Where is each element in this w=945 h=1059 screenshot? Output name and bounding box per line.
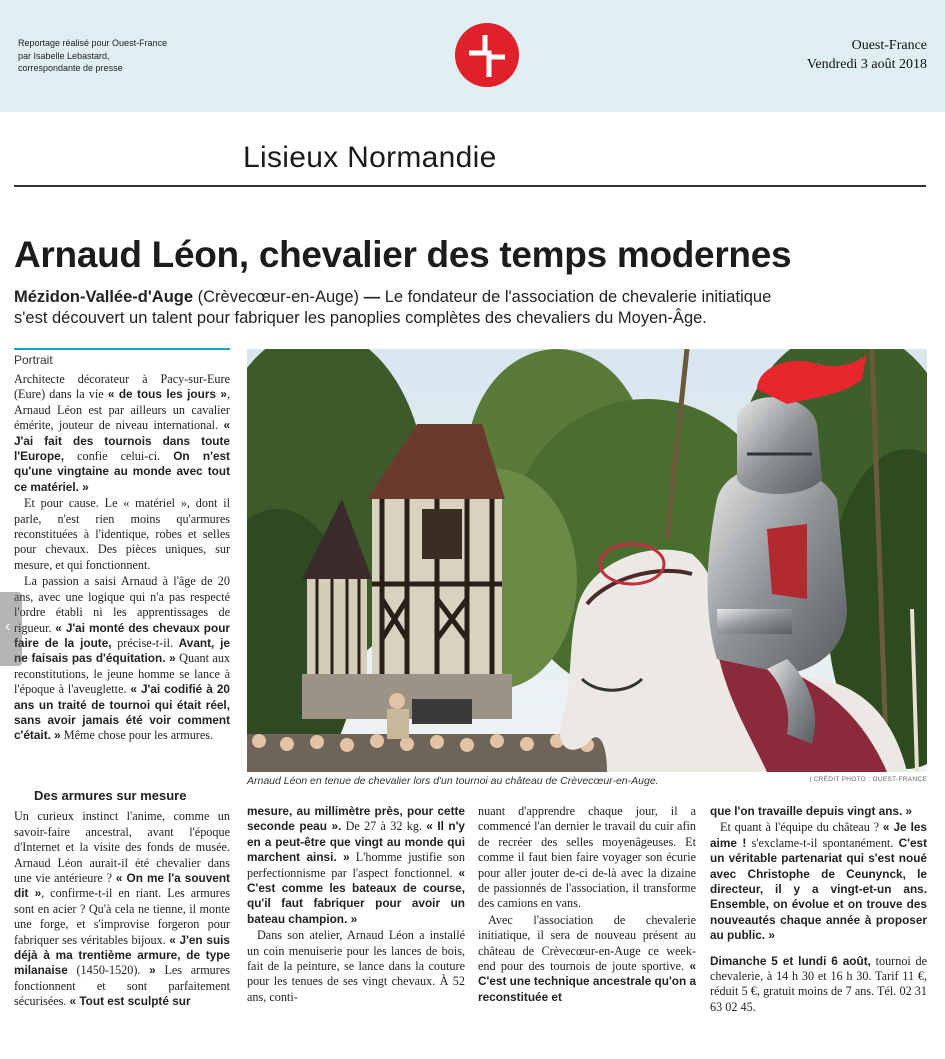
knight-photo-illustration	[247, 349, 927, 772]
publication-info	[807, 36, 927, 74]
dek-text: Le fondateur de l'association de chevalerie initiatique	[384, 288, 772, 306]
article-subhead: Des armures sur mesure	[34, 788, 187, 803]
article-column-2	[247, 804, 465, 1006]
paragraph: Un curieux instinct l'anime, comme un savoir-faire ancestral, avant l'époque d'Internet et la visite des fonds de musée. Arnaud Léon aurait-il été chevalier dans une vie antérieure ? « On me l'a souvent dit », confirme-t-il en riant. Les armures sont en acier ? Qu'à cela ne tienne, il monte une forge, et s'improvise forgeron pour fabriquer ses véritables bijoux. « J'en suis déjà à ma trentième armure, de type milanaise (1450-1520). » Les armures fonctionnent et sont parfaitement sécurisées. « Tout est sculpté sur	[14, 809, 230, 1009]
event-info: Dimanche 5 et lundi 6 août, tournoi de chevalerie, à 14 h 30 et 16 h 30. Tarif 11 €, réduit 5 €, gratuit moins de 7 ans. Tél. 02 31 63 02 45.	[710, 953, 927, 1014]
article-column-1	[14, 372, 230, 745]
dek-dash: —	[363, 288, 381, 306]
paragraph: que l'on travaille depuis vingt ans. »	[710, 804, 913, 818]
credit-line: correspondante de presse	[18, 63, 123, 73]
column-label: Portrait	[14, 348, 230, 367]
article-column-3	[478, 804, 696, 1006]
dek-place: Mézidon-Vallée-d'Auge	[14, 288, 194, 306]
paragraph: Architecte décorateur à Pacy-sur-Eure (Eure) dans la vie « de tous les jours », Arnaud Léon est par ailleurs un cavalier émérite, jouteur de niveau international. « J'ai fait des tournois dans toute l'Europe, confie celui-ci. On n'est qu'une vingtaine au monde avec tout ce matériel. »	[14, 372, 230, 494]
paragraph: Dans son atelier, Arnaud Léon a installé un coin menuiserie pour les lances de bois, fait de la peinture, se lance dans la couture pour les tenues de ses vingt chevaux. À 52 ans, conti-	[247, 928, 465, 1004]
publication-date: Vendredi 3 août 2018	[806, 57, 927, 72]
paragraph: Avec l'association de chevalerie initiatique, il sera de nouveau présent au château de Crèvecœur-en-Auge ce week-end pour des tournois de joute sportive. « C'est une technique ancestrale qu'on a reconstituée et	[478, 912, 697, 1004]
credit-line: Reportage réalisé pour Ouest-France	[18, 38, 168, 48]
paragraph: La passion a saisi Arnaud à l'âge de 20 ans, avec une logique qui n'a pas respecté l'ordre établi ni les apprentissages de rigueur. « J'ai monté des chevaux pour faire de la joute, précise-t-il. Avant, je ne faisais pas d'équitation. » Quant aux reconstitutions, le jeune homme se lance à l'époque à l'aveuglette. « J'ai codifié à 20 ans un traité de tournoi qui était réel, sans avoir jamais été voir comment c'était. » Même chose pour les armures.	[14, 574, 231, 743]
dek-text: s'est découvert un talent pour fabriquer les panoplies complètes des chevaliers du Moyen-Âge.	[14, 309, 707, 327]
article-dek	[14, 287, 926, 329]
paragraph: Et pour cause. Le « matériel », dont il parle, n'est rien moins qu'armures reconstituées à l'identique, robes et selles pour chevaux. Des pièces uniques, sur mesure, et qui fonctionnent.	[14, 496, 230, 572]
credit-line: par Isabelle Lebastard,	[18, 50, 110, 61]
dek-subplace: (Crèvecœur-en-Auge)	[197, 288, 359, 306]
section-title: Lisieux Normandie	[243, 141, 497, 174]
paragraph: Et quant à l'équipe du château ? « Je les aime ! s'exclame-t-il spontanément. C'est un véritable partenariat qui s'est noué avec Christophe de Ceunynck, le directeur, il y a vingt-et-un ans. Ensemble, on évolue et on trouve des nouveautés chaque année à proposer au public. »	[710, 820, 927, 943]
chevron-left-icon: ‹	[5, 618, 11, 635]
photo-caption	[247, 775, 927, 787]
top-banner	[0, 0, 945, 112]
caption-text: Arnaud Léon en tenue de chevalier lors d'un tournoi au château de Crèvecœur-en-Auge.	[247, 775, 659, 787]
article-photo	[247, 349, 927, 772]
article-lower-column-1	[14, 780, 230, 1011]
section-rule	[14, 185, 926, 187]
report-credit	[18, 37, 167, 75]
paragraph: nuant d'apprendre chaque jour, il a commencé l'an dernier le travail du cuir afin de recréer des selles moyenâgeuses. Et comme il faut bien faire voyager son écurie pour aller jouter de-ci de-là avec la dizaine de passionnés de l'association, il transforme des camions en vans.	[478, 804, 696, 911]
ouest-france-logo-icon	[455, 23, 519, 87]
photo-credit: | CRÉDIT PHOTO : OUEST-FRANCE	[809, 776, 927, 783]
previous-page-button[interactable]	[0, 592, 22, 666]
paragraph: mesure, au millimètre près, pour cette seconde peau ». De 27 à 32 kg. « Il n'y en a peut-être que vingt au monde qui marchent ainsi. » L'homme justifie son perfectionnisme par l'aspect fonctionnel. « C'est comme les bateaux de course, qu'il faut fabriquer pour avoir un bateau champion. »	[247, 804, 465, 926]
publication-name: Ouest-France	[851, 38, 927, 53]
article-column-4	[710, 804, 927, 1016]
article-headline: Arnaud Léon, chevalier des temps modernes	[14, 234, 792, 275]
